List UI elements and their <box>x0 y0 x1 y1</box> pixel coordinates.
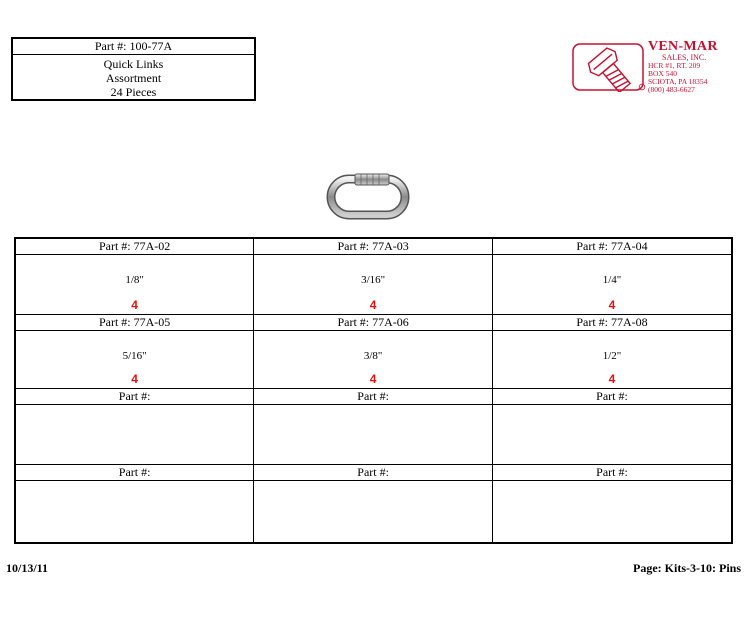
grid-quantity: 4 <box>131 372 138 386</box>
grid-cell <box>493 481 733 544</box>
grid-cell <box>15 405 254 465</box>
company-line-4: SCIOTA, PA 18354 <box>648 77 708 86</box>
company-name: VEN-MAR <box>648 39 718 54</box>
grid-cell <box>254 255 493 315</box>
grid-quantity: 4 <box>369 298 377 312</box>
grid-cell <box>254 405 493 465</box>
grid-quantity: 4 <box>608 372 616 386</box>
footer-page-label: Page: Kits-3-10: Pins <box>633 561 741 575</box>
grid-part-number: Part #: 77A-04 <box>493 238 733 255</box>
grid-cell <box>493 331 733 389</box>
grid-cell <box>254 481 493 544</box>
company-logo <box>572 40 732 92</box>
quick-link-icon <box>325 170 411 222</box>
grid-body-row <box>15 255 732 315</box>
footer-date: 10/13/11 <box>6 561 49 575</box>
grid-part-number: Part #: <box>254 465 493 481</box>
grid-body-row <box>15 331 732 389</box>
grid-size: 1/4" <box>602 274 622 286</box>
grid-quantity: 4 <box>131 298 138 312</box>
grid-part-number: Part #: <box>254 389 493 405</box>
description-line-2: Assortment <box>105 71 162 85</box>
grid-cell <box>493 405 733 465</box>
parts-grid <box>14 237 733 544</box>
grid-header-row <box>15 238 732 255</box>
grid-part-number: Part #: <box>15 465 254 481</box>
grid-part-number: Part #: <box>15 389 254 405</box>
grid-header-row <box>15 465 732 481</box>
grid-size: 1/8" <box>125 274 144 286</box>
grid-part-number: Part #: 77A-03 <box>254 238 493 255</box>
company-text <box>648 40 718 94</box>
company-line-1: SALES, INC. <box>662 53 707 62</box>
grid-size: 5/16" <box>122 350 147 362</box>
part-number: Part #: 100-77A <box>13 39 254 55</box>
grid-size: 3/16" <box>361 274 386 286</box>
grid-cell <box>15 331 254 389</box>
part-header-box <box>11 37 256 101</box>
company-line-5: (800) 483-6627 <box>648 85 695 94</box>
grid-cell <box>254 331 493 389</box>
company-line-3: BOX 540 <box>648 69 677 78</box>
description-line-1: Quick Links <box>103 57 164 71</box>
company-line-2: HCR #1, RT. 209 <box>648 61 701 70</box>
grid-cell <box>15 481 254 544</box>
grid-cell <box>493 255 733 315</box>
grid-body-row <box>15 405 732 465</box>
grid-quantity: 4 <box>608 298 616 312</box>
grid-size: 3/8" <box>363 350 383 362</box>
grid-part-number: Part #: 77A-06 <box>254 315 493 331</box>
grid-quantity: 4 <box>369 372 377 386</box>
grid-part-number: Part #: 77A-08 <box>493 315 733 331</box>
grid-header-row <box>15 389 732 405</box>
grid-header-row <box>15 315 732 331</box>
grid-part-number: Part #: <box>493 389 733 405</box>
grid-part-number: Part #: <box>493 465 733 481</box>
part-description <box>13 55 254 99</box>
description-line-3: 24 Pieces <box>110 85 157 99</box>
bolt-logo-icon <box>572 40 646 92</box>
grid-body-row <box>15 481 732 544</box>
grid-part-number: Part #: 77A-02 <box>15 238 254 255</box>
grid-cell <box>15 255 254 315</box>
grid-part-number: Part #: 77A-05 <box>15 315 254 331</box>
grid-size: 1/2" <box>602 350 622 362</box>
